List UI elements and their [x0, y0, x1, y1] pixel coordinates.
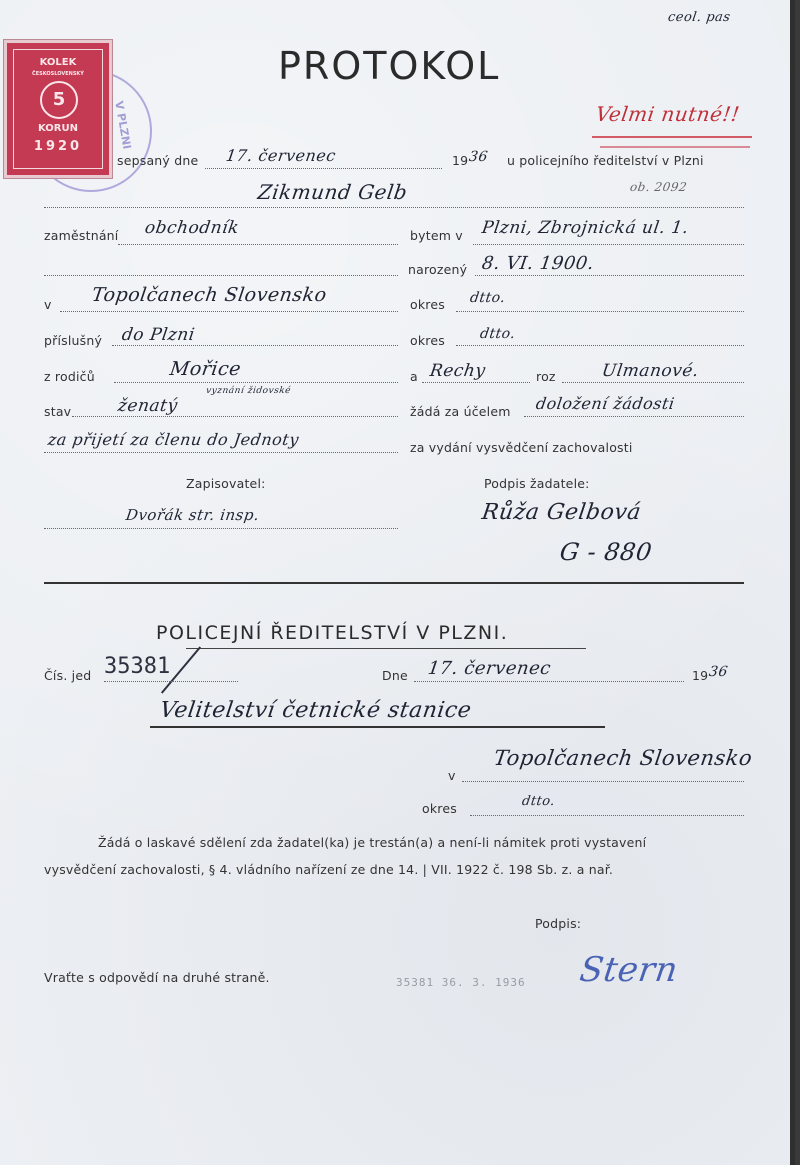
narozen-blank-dots	[44, 275, 398, 276]
a-label: a	[410, 369, 418, 384]
scan-edge	[790, 0, 795, 1165]
year-value: 36	[467, 149, 489, 165]
bytem-value: Plzni, Zbrojnická ul. 1.	[480, 218, 690, 238]
narozen-value: 8. VI. 1900.	[480, 253, 596, 274]
revenue-stamp	[4, 40, 112, 178]
okres2-value: dtto.	[478, 326, 517, 342]
dne-label: Dne	[382, 668, 408, 683]
zamestnani-value: obchodník	[143, 218, 241, 238]
roz-label: roz	[536, 369, 556, 384]
zamestnani-label: zaměstnání	[44, 228, 119, 243]
dne-value: 17. červenec	[426, 658, 553, 679]
okres2-dots	[456, 345, 744, 346]
section-divider	[44, 582, 744, 584]
podpis-zadatele-label: Podpis žadatele:	[484, 476, 590, 491]
revenue-stamp-value-text: 5	[52, 89, 66, 110]
zapisovatel-sig-dots	[44, 528, 398, 529]
applicant-signature: Růža Gelbová	[480, 500, 643, 525]
stav-note: vyznání židovské	[205, 386, 292, 396]
office-stamp-text: V PLZNI	[112, 100, 134, 151]
ucel-dots	[44, 452, 398, 453]
cis-label: Čís. jed	[44, 668, 92, 683]
section2-okres-label: okres	[422, 801, 457, 816]
otec-value: Mořice	[168, 358, 243, 380]
name-dots	[44, 207, 744, 208]
dne-dots	[414, 681, 684, 682]
rodicu-label: z rodičů	[44, 369, 95, 384]
section2-v-value: Topolčanech Slovensko	[492, 746, 754, 770]
v-value: Topolčanech Slovensko	[90, 284, 329, 306]
addressee: Velitelství četnické stanice	[158, 698, 474, 723]
prislusny-dots	[112, 345, 398, 346]
prislusny-label: příslušný	[44, 333, 103, 348]
roz-value: Ulmanové.	[600, 361, 701, 381]
section2-heading-underline	[186, 648, 586, 649]
stav-dots	[72, 416, 398, 417]
faint-received-stamp: 35381 36. 3. 1936	[396, 976, 526, 989]
bytem-label: bytem v	[410, 228, 463, 243]
bytem-dots	[473, 244, 744, 245]
police-office-label: u policejního ředitelství v Plzni	[507, 153, 704, 168]
revenue-stamp-top: KOLEK	[39, 57, 77, 68]
sepsany-date: 17. červenec	[224, 146, 338, 165]
year-prefix: 19	[452, 153, 469, 168]
v-dots	[60, 311, 398, 312]
sepsany-dots	[205, 168, 442, 169]
revenue-stamp-currency: KORUN	[38, 123, 78, 134]
revenue-stamp-year: 1920	[33, 139, 83, 154]
addressee-line	[150, 726, 605, 728]
zada-value: doložení žádosti	[534, 394, 676, 413]
urgent-note: Velmi nutné!!	[594, 102, 742, 126]
section2-okres-value: dtto.	[520, 794, 557, 809]
v-label: v	[44, 297, 52, 312]
section2-okres-dots	[470, 815, 744, 816]
sepsany-label: sepsaný dne	[117, 153, 199, 168]
dne-year-prefix: 19	[692, 668, 709, 683]
okres-label: okres	[410, 297, 445, 312]
request-text-line1: Žádá o laskavé sdělení zda žadatel(ka) je trestán(a) a není-li námitek proti vystavení	[98, 835, 647, 850]
stav-label: stav	[44, 404, 72, 419]
urgent-underline	[592, 136, 752, 138]
narozen-label: narozený	[408, 262, 468, 277]
urgent-underline-2	[600, 146, 750, 148]
okres2-label: okres	[410, 333, 445, 348]
rodicu-dots	[114, 382, 398, 383]
applicant-name: Zikmund Gelb	[256, 180, 409, 204]
applicant-number: G - 880	[558, 538, 654, 566]
section2-v-dots	[462, 781, 744, 782]
narozen-dots	[475, 275, 744, 276]
corner-note: ceol. pas	[666, 10, 732, 25]
podpis-label: Podpis:	[535, 916, 582, 931]
zamestnani-dots	[118, 244, 398, 245]
zada-dots	[524, 416, 744, 417]
dne-year-value: 36	[707, 664, 729, 680]
roz-dots	[562, 382, 744, 383]
zapisovatel-signature: Dvořák str. insp.	[124, 506, 261, 524]
zada-label: žádá za účelem	[410, 404, 511, 419]
page-title: PROTOKOL	[278, 44, 501, 88]
ref-note: ob. 2092	[629, 180, 689, 194]
revenue-stamp-mid: ČESKOSLOVENSKÝ	[32, 71, 84, 77]
revenue-stamp-value	[40, 81, 78, 119]
prislusny-value: do Plzni	[120, 325, 197, 345]
official-signature: Stern	[577, 950, 681, 990]
okres-dots	[456, 311, 744, 312]
okres-value: dtto.	[468, 290, 507, 306]
return-note: Vraťte s odpovědí na druhé straně.	[44, 970, 270, 985]
zapisovatel-label: Zapisovatel:	[186, 476, 266, 491]
stav-value: ženatý	[116, 396, 179, 416]
section2-heading: POLICEJNÍ ŘEDITELSTVÍ V PLZNI.	[156, 622, 509, 644]
section2-v-label: v	[448, 768, 456, 783]
matka-value: Rechy	[428, 361, 487, 381]
matka-dots	[422, 382, 530, 383]
cis-dots	[104, 681, 238, 682]
ucel-value: za přijetí za členu do Jednoty	[46, 430, 301, 449]
vydani-label: za vydání vysvědčení zachovalosti	[410, 440, 633, 455]
cis-value: 35381	[104, 654, 171, 679]
request-text-line2: vysvědčení zachovalosti, § 4. vládního nařízení ze dne 14. | VII. 1922 č. 198 Sb. z. a nař.	[44, 862, 614, 877]
